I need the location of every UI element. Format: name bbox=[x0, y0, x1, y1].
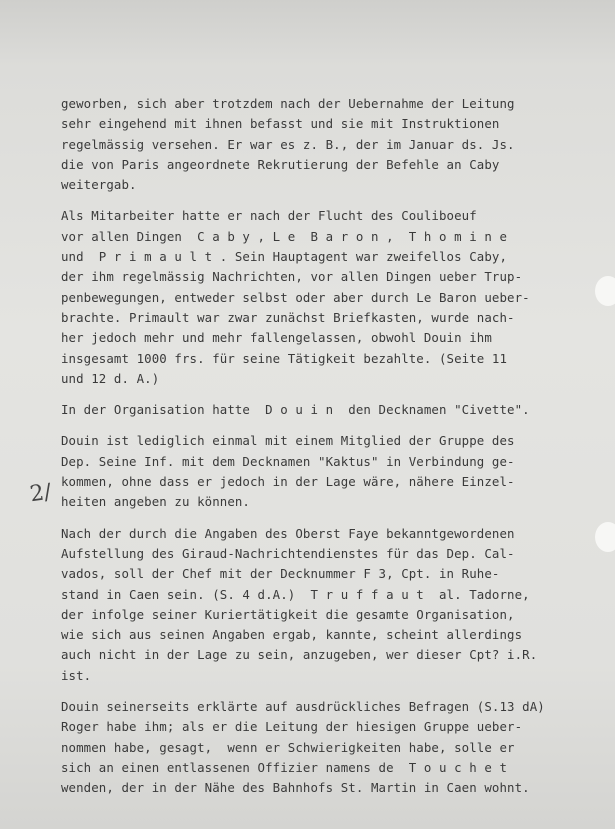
text-line: Dep. Seine Inf. mit dem Decknamen "Kaktus" in Verbindung ge- bbox=[61, 453, 515, 469]
text-line: brachte. Primault war zwar zunächst Briefkasten, wurde nach- bbox=[61, 309, 515, 325]
text-line: weitergab. bbox=[61, 177, 137, 193]
paragraph bbox=[61, 697, 581, 798]
margin-note: 2/ bbox=[28, 479, 54, 508]
text-line: nommen habe, gesagt, wenn er Schwierigkeiten habe, solle er bbox=[61, 739, 515, 755]
text-line: auch nicht in der Lage zu sein, anzugeben, wer dieser Cpt? i.R. bbox=[61, 647, 538, 663]
text-line: die von Paris angeordnete Rekrutierung der Befehle an Caby bbox=[61, 156, 500, 172]
text-line: Als Mitarbeiter hatte er nach der Flucht des Couliboeuf bbox=[61, 208, 477, 224]
text-line: In der Organisation hatte D o u i n den Decknamen "Civette". bbox=[61, 402, 530, 418]
text-line: stand in Caen sein. (S. 4 d.A.) T r u f f a u t al. Tadorne, bbox=[61, 586, 530, 602]
text-line: geworben, sich aber trotzdem nach der Uebernahme der Leitung bbox=[61, 96, 515, 111]
paragraph bbox=[61, 524, 581, 686]
text-line: penbewegungen, entweder selbst oder aber durch Le Baron ueber- bbox=[61, 289, 530, 305]
paragraph bbox=[61, 400, 581, 420]
punch-hole bbox=[595, 276, 615, 306]
punch-hole bbox=[595, 522, 615, 552]
text-line: sehr eingehend mit ihnen befasst und sie mit Instruktionen bbox=[61, 116, 500, 132]
text-line: ist. bbox=[61, 667, 92, 683]
text-line: und P r i m a u l t . Sein Hauptagent war zweifellos Caby, bbox=[61, 249, 508, 265]
text-line: kommen, ohne dass er jedoch in der Lage wäre, nähere Einzel- bbox=[61, 474, 515, 490]
text-line: der infolge seiner Kuriertätigkeit die gesamte Organisation, bbox=[61, 606, 515, 622]
text-line: regelmässig versehen. Er war es z. B., der im Januar ds. Js. bbox=[61, 136, 515, 152]
text-line: insgesamt 1000 frs. für seine Tätigkeit bezahlte. (Seite 11 bbox=[61, 350, 508, 366]
text-line: sich an einen entlassenen Offizier namens de T o u c h e t bbox=[61, 759, 508, 775]
text-line: heiten angeben zu können. bbox=[61, 494, 250, 510]
text-line: Nach der durch die Angaben des Oberst Faye bekanntgewordenen bbox=[61, 525, 515, 541]
paragraph bbox=[61, 94, 581, 195]
paragraph bbox=[61, 206, 581, 389]
text-line: wie sich aus seinen Angaben ergab, kannte, scheint allerdings bbox=[61, 627, 523, 643]
text-line: her jedoch mehr und mehr fallengelassen, obwohl Douin ihm bbox=[61, 330, 492, 346]
text-line: der ihm regelmässig Nachrichten, vor allen Dingen ueber Trup- bbox=[61, 269, 523, 285]
text-line: vados, soll der Chef mit der Decknummer F 3, Cpt. in Ruhe- bbox=[61, 566, 500, 582]
text-line: wenden, der in der Nähe des Bahnhofs St. Martin in Caen wohnt. bbox=[61, 780, 530, 796]
text-line: Douin seinerseits erklärte auf ausdrückliches Befragen (S.13 dA) bbox=[61, 699, 545, 715]
paragraph bbox=[61, 431, 581, 512]
text-line: Roger habe ihm; als er die Leitung der hiesigen Gruppe ueber- bbox=[61, 719, 523, 735]
text-line: vor allen Dingen C a b y , L e B a r o n , T h o m i n e bbox=[61, 228, 508, 244]
text-line: Douin ist lediglich einmal mit einem Mitglied der Gruppe des bbox=[61, 433, 515, 449]
text-line: und 12 d. A.) bbox=[61, 370, 160, 386]
text-line: Aufstellung des Giraud-Nachrichtendienstes für das Dep. Cal- bbox=[61, 545, 515, 561]
document-body bbox=[61, 94, 581, 810]
